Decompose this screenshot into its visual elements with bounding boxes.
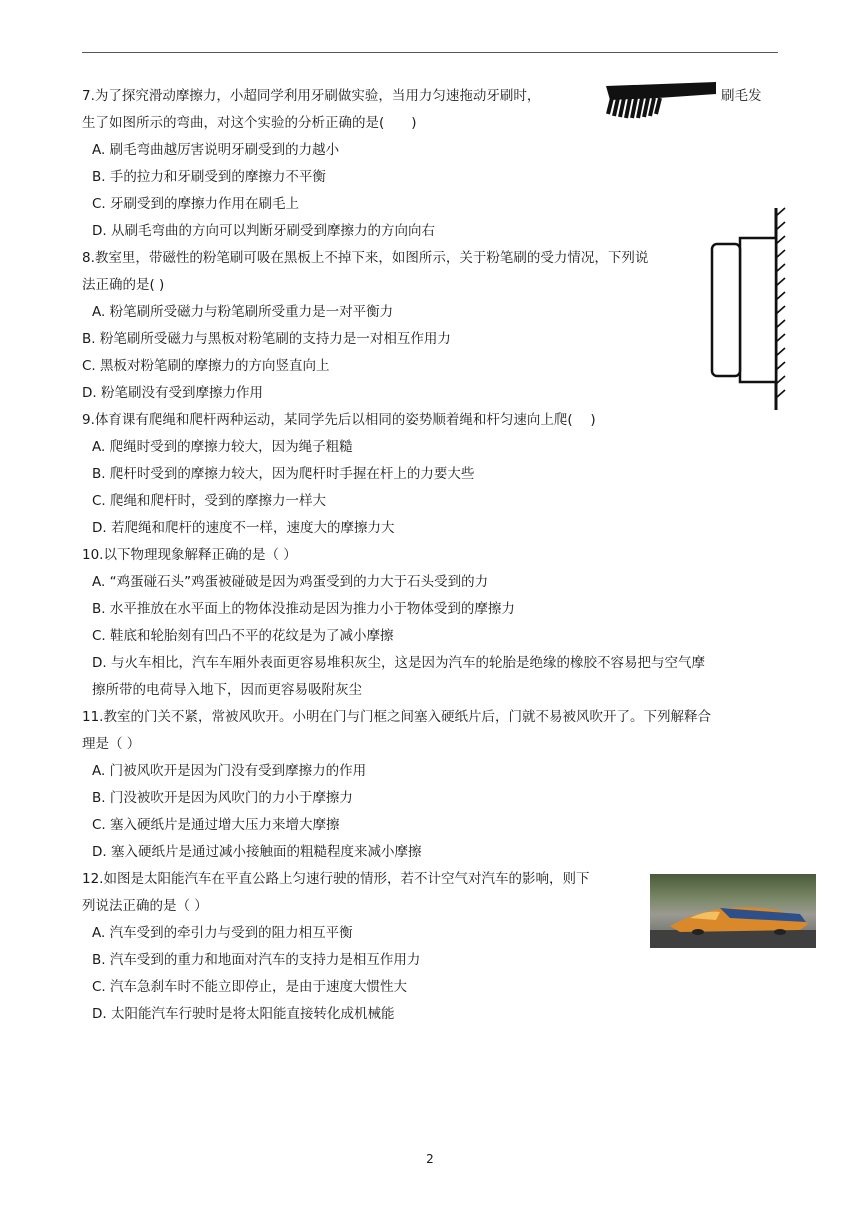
q7-stem-line1: 7.为了探究滑动摩擦力，小超同学利用牙刷做实验，当用力匀速拖动牙刷时，	[82, 88, 541, 104]
q7-stem-line2: 生了如图所示的弯曲，对这个实验的分析正确的是( )	[82, 115, 417, 131]
q7-stem-tail: 刷毛发	[721, 88, 762, 104]
q12-option-c[interactable]: C. 汽车急刹车时不能立即停止，是由于速度大惯性大	[92, 979, 408, 995]
q8-stem-line2: 法正确的是( )	[82, 277, 165, 293]
q9-option-d[interactable]: D. 若爬绳和爬杆的速度不一样，速度大的摩擦力大	[92, 520, 395, 536]
q10-stem: 10.以下物理现象解释正确的是（ ）	[82, 547, 297, 563]
solar-car-photo	[650, 874, 816, 948]
q12-stem-line1: 12.如图是太阳能汽车在平直公路上匀速行驶的情形，若不计空气对汽车的影响，则下	[82, 871, 590, 887]
toothbrush-figure	[598, 80, 720, 126]
q11-option-b[interactable]: B. 门没被吹开是因为风吹门的力小于摩擦力	[92, 790, 353, 806]
q7-option-a[interactable]: A. 刷毛弯曲越厉害说明牙刷受到的力越小	[92, 142, 340, 158]
q11-option-a[interactable]: A. 门被风吹开是因为门没有受到摩擦力的作用	[92, 763, 367, 779]
q9-option-c[interactable]: C. 爬绳和爬杆时，受到的摩擦力一样大	[92, 493, 327, 509]
q10-option-c[interactable]: C. 鞋底和轮胎刻有凹凸不平的花纹是为了减小摩擦	[92, 628, 394, 644]
q8-option-a[interactable]: A. 粉笔刷所受磁力与粉笔刷所受重力是一对平衡力	[92, 304, 394, 320]
q12-option-a[interactable]: A. 汽车受到的牵引力与受到的阻力相互平衡	[92, 925, 353, 941]
q10-option-d-cont: 擦所带的电荷导入地下，因而更容易吸附灰尘	[92, 682, 362, 698]
q7-option-b[interactable]: B. 手的拉力和牙刷受到的摩擦力不平衡	[92, 169, 326, 185]
q9-option-b[interactable]: B. 爬杆时受到的摩擦力较大，因为爬杆时手握在杆上的力要大些	[92, 466, 475, 482]
header-rule	[82, 52, 778, 53]
q7-option-c[interactable]: C. 牙刷受到的摩擦力作用在刷毛上	[92, 196, 300, 212]
q12-option-d[interactable]: D. 太阳能汽车行驶时是将太阳能直接转化成机械能	[92, 1006, 395, 1022]
q8-option-c[interactable]: C. 黑板对粉笔刷的摩擦力的方向竖直向上	[82, 358, 330, 374]
q8-stem-line1: 8.教室里，带磁性的粉笔刷可吸在黑板上不掉下来，如图所示，关于粉笔刷的受力情况，下列说	[82, 250, 649, 266]
q9-option-a[interactable]: A. 爬绳时受到的摩擦力较大，因为绳子粗糙	[92, 439, 353, 455]
q11-option-d[interactable]: D. 塞入硬纸片是通过减小接触面的粗糙程度来减小摩擦	[92, 844, 422, 860]
q11-stem-line2: 理是（ ）	[82, 736, 141, 752]
q11-option-c[interactable]: C. 塞入硬纸片是通过增大压力来增大摩擦	[92, 817, 340, 833]
chalk-eraser-on-blackboard-figure	[706, 206, 788, 412]
q8-option-b[interactable]: B. 粉笔刷所受磁力与黑板对粉笔刷的支持力是一对相互作用力	[82, 331, 451, 347]
q7-option-d[interactable]: D. 从刷毛弯曲的方向可以判断牙刷受到摩擦力的方向向右	[92, 223, 435, 239]
q12-stem-line2: 列说法正确的是（ ）	[82, 898, 208, 914]
q10-option-b[interactable]: B. 水平推放在水平面上的物体没推动是因为推力小于物体受到的摩擦力	[92, 601, 515, 617]
q11-stem-line1: 11.教室的门关不紧，常被风吹开。小明在门与门框之间塞入硬纸片后，门就不易被风吹开了。下列解释合	[82, 709, 711, 725]
q8-option-d[interactable]: D. 粉笔刷没有受到摩擦力作用	[82, 385, 263, 401]
q10-option-a[interactable]: A. “鸡蛋碰石头”鸡蛋被碰破是因为鸡蛋受到的力大于石头受到的力	[92, 574, 489, 590]
page-number: 2	[426, 1152, 434, 1166]
q12-option-b[interactable]: B. 汽车受到的重力和地面对汽车的支持力是相互作用力	[92, 952, 421, 968]
q10-option-d[interactable]: D. 与火车相比，汽车车厢外表面更容易堆积灰尘，这是因为汽车的轮胎是绝缘的橡胶不容易把与空气摩	[92, 655, 705, 671]
q9-stem: 9.体育课有爬绳和爬杆两种运动，某同学先后以相同的姿势顺着绳和杆匀速向上爬( )	[82, 412, 596, 428]
